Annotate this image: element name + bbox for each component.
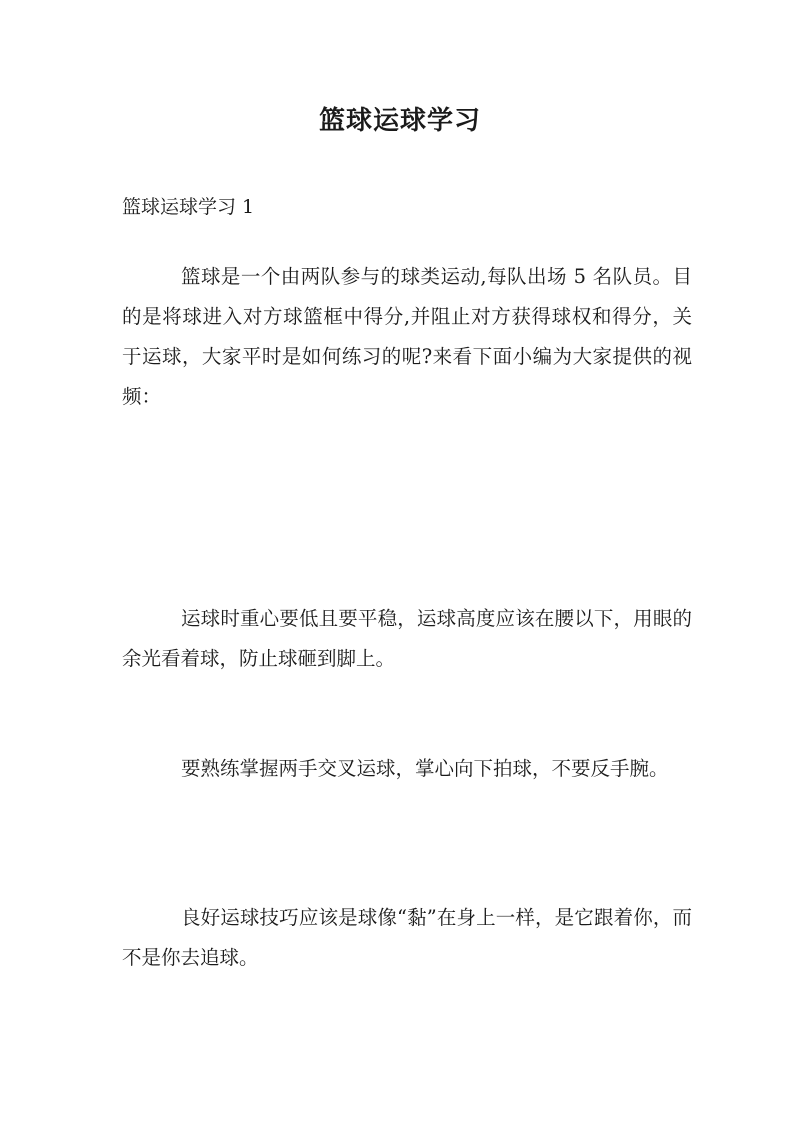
section-heading: 篮球运球学习 1 — [122, 196, 255, 218]
paragraph-tip-crossover: 要熟练掌握两手交叉运球，掌心向下拍球，不要反手腕。 — [181, 757, 669, 780]
paragraph-tip-posture: 运球时重心要低且要平稳，运球高度应该在腰以下，用眼的余光看着球，防止球砸到脚上。 — [122, 607, 692, 670]
paragraph-intro: 篮球是一个由两队参与的球类运动,每队出场 5 名队员。目的是将球进入对方球篮框中得分,并阻止对方获得球权和得分，关于运球，大家平时是如何练习的呢?来看下面小编为大家提供的视频： — [122, 265, 692, 408]
paragraph-tip-control: 良好运球技巧应该是球像“黏”在身上一样，是它跟着你，而不是你去追球。 — [122, 906, 692, 969]
document-title: 篮球运球学习 — [318, 106, 481, 136]
